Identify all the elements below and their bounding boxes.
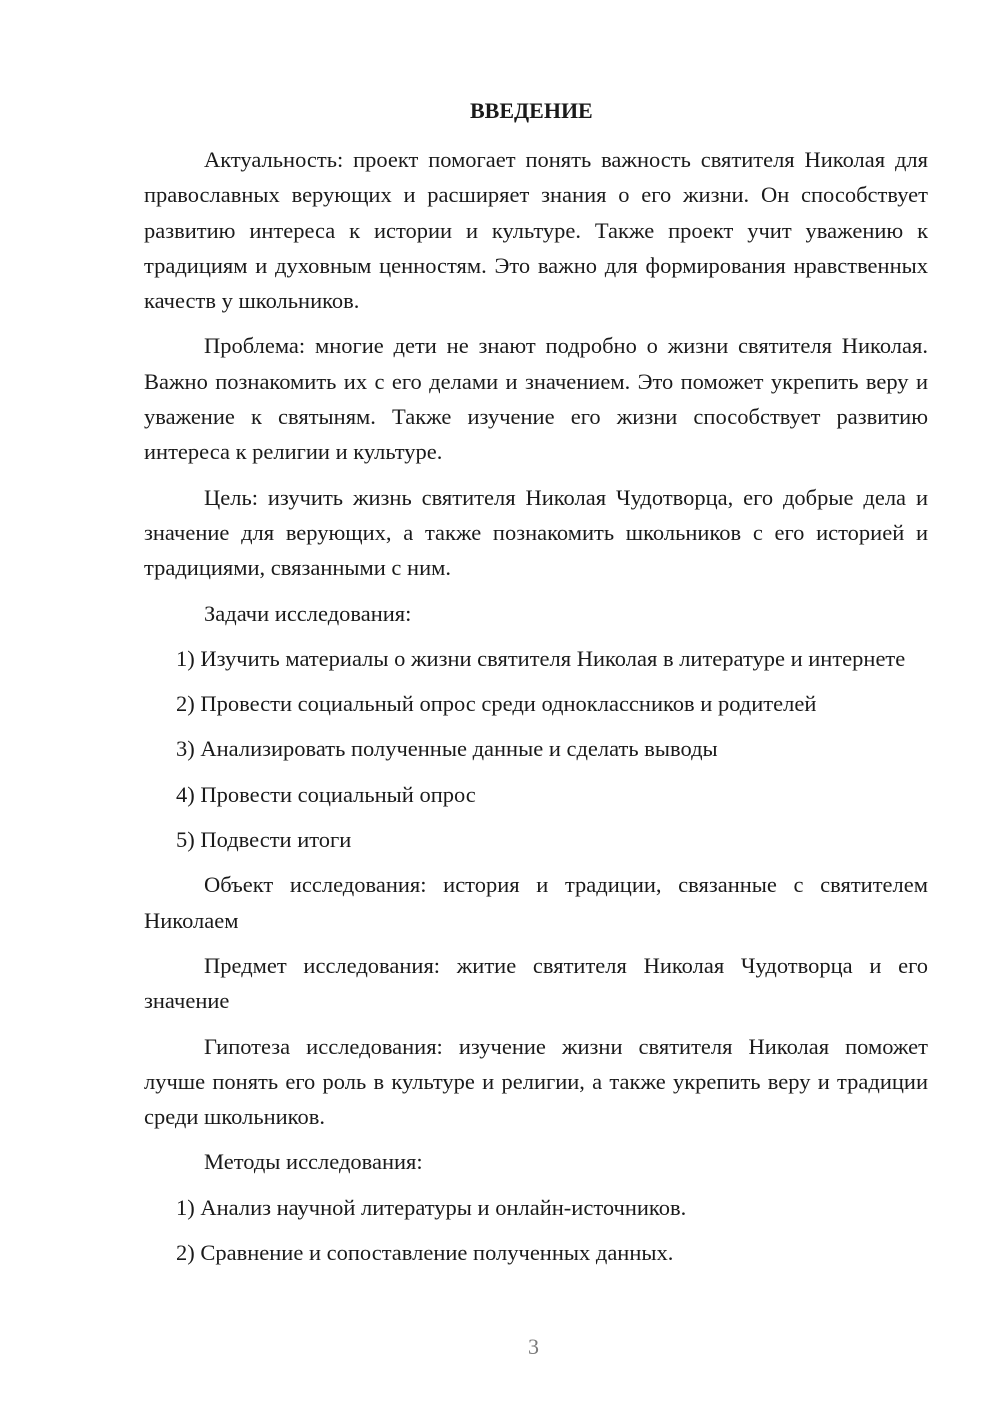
page-number: 3	[528, 1334, 539, 1359]
task-item-1: 1) Изучить материалы о жизни святителя Николая в литературе и интернете	[176, 645, 906, 671]
paragraph-object: Объект исследования: история и традиции, связанные с святителем Николаем	[144, 872, 928, 933]
paragraph-goal: Цель: изучить жизнь святителя Николая Чудотворца, его добрые дела и значение для верующих, а также познакомить школьников с его историей и традициями, связанными с ним.	[144, 484, 928, 581]
task-item-3: 3) Анализировать полученные данные и сделать выводы	[176, 736, 718, 762]
paragraph-subject: Предмет исследования: житие святителя Николая Чудотворца и его значение	[144, 952, 928, 1014]
tasks-heading: Задачи исследования:	[204, 600, 412, 626]
method-item-2: 2) Сравнение и сопоставление полученных данных.	[176, 1240, 674, 1266]
section-heading: ВВЕДЕНИЕ	[470, 98, 593, 123]
paragraph-relevance: Актуальность: проект помогает понять важность святителя Николая для православных верующих и расширяет знания о его жизни. Он способствует развитию интереса к истории и культуре. Также проект учит уважению к традициям и духовным ценностям. Это важно для формирования нравственных качеств у школьников.	[144, 147, 928, 314]
task-item-4: 4) Провести социальный опрос	[176, 781, 476, 807]
task-item-2: 2) Провести социальный опрос среди одноклассников и родителей	[176, 691, 817, 717]
page-body	[144, 142, 928, 1270]
paragraph-problem: Проблема: многие дети не знают подробно о жизни святителя Николая. Важно познакомить их с его делами и значением. Это поможет укрепить веру и уважение к святыням. Также изучение его жизни способствует развитию интереса к религии и культуре.	[144, 333, 928, 465]
task-item-5: 5) Подвести итоги	[176, 827, 352, 853]
method-item-1: 1) Анализ научной литературы и онлайн-источников.	[176, 1194, 687, 1220]
methods-heading: Методы исследования:	[204, 1149, 423, 1175]
paragraph-hypothesis: Гипотеза исследования: изучение жизни святителя Николая поможет лучше понять его роль в культуре и религии, а также укрепить веру и традиции среди школьников.	[144, 1033, 928, 1130]
